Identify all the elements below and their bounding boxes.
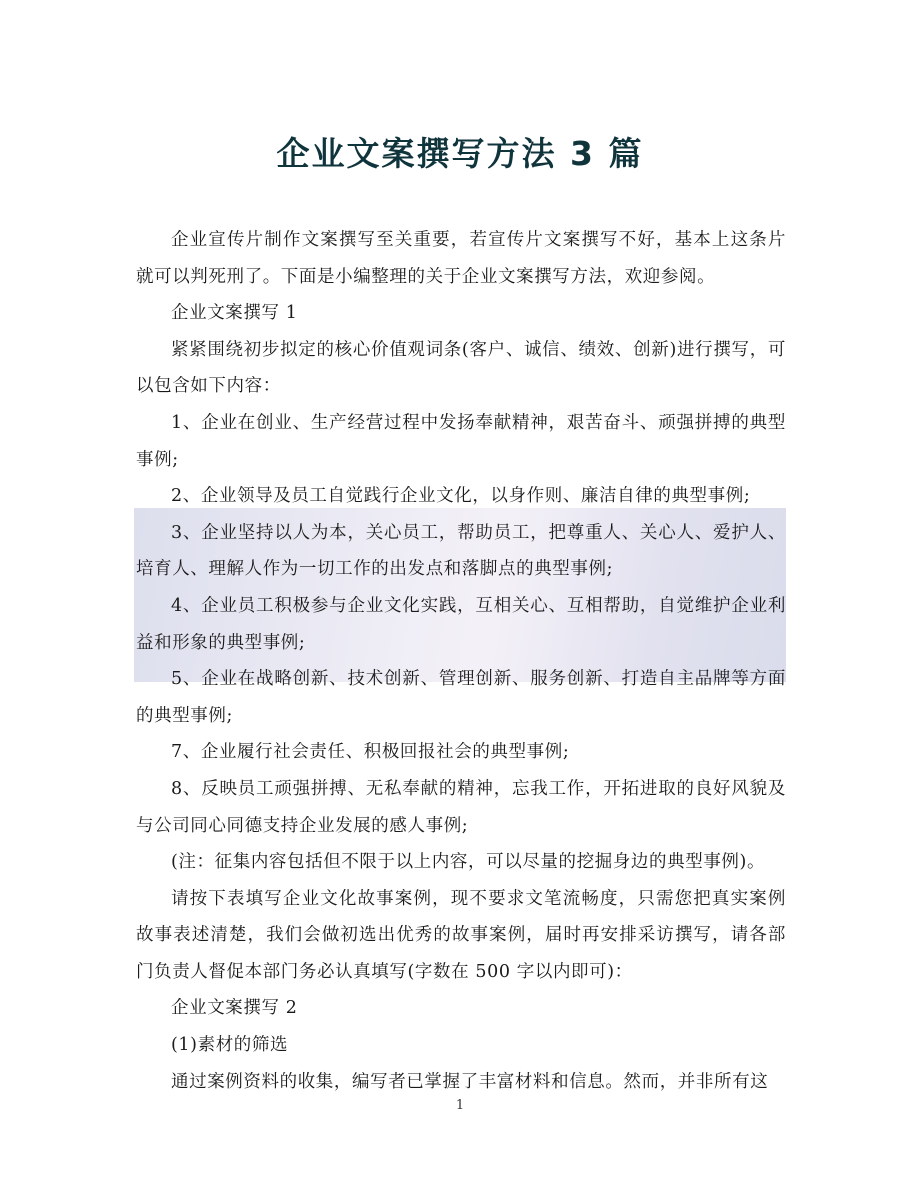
list-item: 2、企业领导及员工自觉践行企业文化，以身作则、廉洁自律的典型事例; [171,486,751,507]
page-title: 企业文案撰写方法 3 篇 [276,134,644,173]
paragraph: 紧紧围绕初步拟定的核心价值观词条(客户、诚信、绩效、创新)进行撰写，可以包含如下内容： [136,339,786,397]
intro-paragraph: 企业宣传片制作文案撰写至关重要，若宣传片文案撰写不好，基本上这条片就可以判死刑了。下面是小编整理的关于企业文案撰写方法，欢迎参阅。 [136,230,786,287]
section-heading-1: 企业文案撰写 1 [171,303,298,324]
section-heading-2: 企业文案撰写 2 [171,998,298,1019]
list-item: 7、企业履行社会责任、积极回报社会的典型事例; [171,742,570,763]
paragraph: 请按下表填写企业文化故事案例，现不要求文笔流畅度，只需您把真实案例故事表述清楚，我们会做初选出优秀的故事案例，届时再安排采访撰写，请各部门负责人督促本部门务必认真填写(字数在 500 字以内即可)： [136,888,786,982]
list-item: 8、反映员工顽强拼搏、无私奉献的精神，忘我工作，开拓进取的良好风貌及与公司同心同德支持企业发展的感人事例; [136,778,786,836]
document-body [136,222,786,1100]
list-item: 1、企业在创业、生产经营过程中发扬奉献精神，艰苦奋斗、顽强拼搏的典型事例; [136,412,786,470]
list-item: 5、企业在战略创新、技术创新、管理创新、服务创新、打造自主品牌等方面的典型事例; [136,669,786,726]
list-item: 4、企业员工积极参与企业文化实践，互相关心、互相帮助，自觉维护企业利益和形象的典型事例; [136,595,786,653]
paragraph: 通过案例资料的收集，编写者已掌握了丰富材料和信息。然而，并非所有这 [171,1071,769,1092]
list-item: 3、企业坚持以人为本，关心员工，帮助员工，把尊重人、关心人、爱护人、培育人、理解人作为一切工作的出发点和落脚点的典型事例; [136,522,786,580]
note-paragraph: (注：征集内容包括但不限于以上内容，可以尽量的挖掘身边的典型事例)。 [171,852,766,873]
page-number: 1 [455,1098,465,1113]
subheading: (1)素材的筛选 [171,1035,289,1056]
